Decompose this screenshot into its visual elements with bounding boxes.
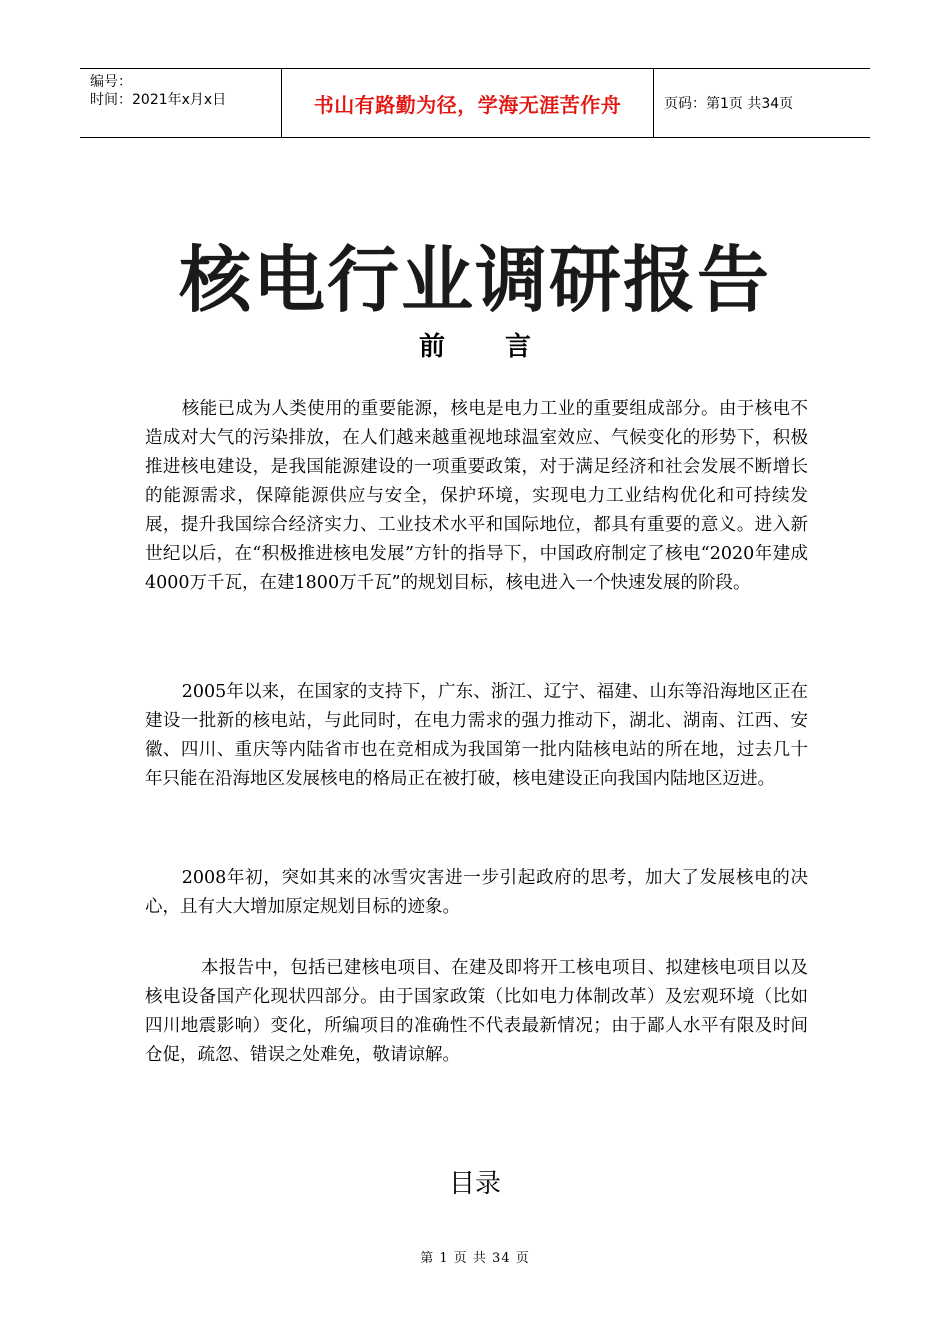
page-info-label: 页码：第1页 共34页: [664, 96, 794, 112]
document-number-label: 编号：: [90, 74, 132, 90]
document-title: 核电行业调研报告: [178, 238, 771, 322]
paragraph-1: 核能已成为人类使用的重要能源，核电是电力工业的重要组成部分。由于核电不造成对大气的污染排放，在人们越来越重视地球温室效应、气候变化的形势下，积极推进核电建设，是我国能源建设的一项重要政策，对于满足经济和社会发展不断增长的能源需求，保障能源供应与安全，保护环境，实现电力工业结构优化和可持续发展，提升我国综合经济实力、工业技术水平和国际地位，都具有重要的意义。进入新世纪以后，在“积极推进核电发展”方针的指导下，中国政府制定了核电“2020年建成4000万千瓦，在建1800万千瓦”的规划目标，核电进入一个快速发展的阶段。: [145, 399, 808, 593]
preface-char-1: 前: [418, 332, 445, 362]
paragraph-4: 本报告中，包括已建核电项目、在建及即将开工核电项目、拟建核电项目以及核电设备国产化现状四部分。由于国家政策（比如电力体制改革）及宏观环境（比如四川地震影响）变化，所编项目的准确性不代表最新情况；由于鄙人水平有限及时间仓促，疏忽、错误之处难免，敬请谅解。: [145, 958, 808, 1065]
header-motto-cell: [281, 69, 654, 137]
header-table: [80, 68, 870, 138]
toc-heading: 目录: [448, 1169, 501, 1199]
header-meta-cell: [80, 69, 281, 137]
document-time-label: 时间：2021年x月x日: [90, 92, 227, 108]
paragraph-3: 2008年初，突如其来的冰雪灾害进一步引起政府的思考，加大了发展核电的决心，且有大大增加原定规划目标的迹象。: [145, 868, 808, 917]
preface-heading: [0, 326, 950, 363]
page-footer: 第 1 页 共 34 页: [420, 1251, 530, 1266]
motto-text: 书山有路勤为径，学海无涯苦作舟: [313, 92, 622, 117]
paragraph-2: 2005年以来，在国家的支持下，广东、浙江、辽宁、福建、山东等沿海地区正在建设一批新的核电站，与此同时，在电力需求的强力推动下，湖北、湖南、江西、安徽、四川、重庆等内陆省市也在竞相成为我国第一批内陆核电站的所在地，过去几十年只能在沿海地区发展核电的格局正在被打破，核电建设正向我国内陆地区迈进。: [145, 682, 808, 789]
header-page-cell: [654, 69, 870, 137]
preface-char-2: 言: [505, 332, 532, 362]
